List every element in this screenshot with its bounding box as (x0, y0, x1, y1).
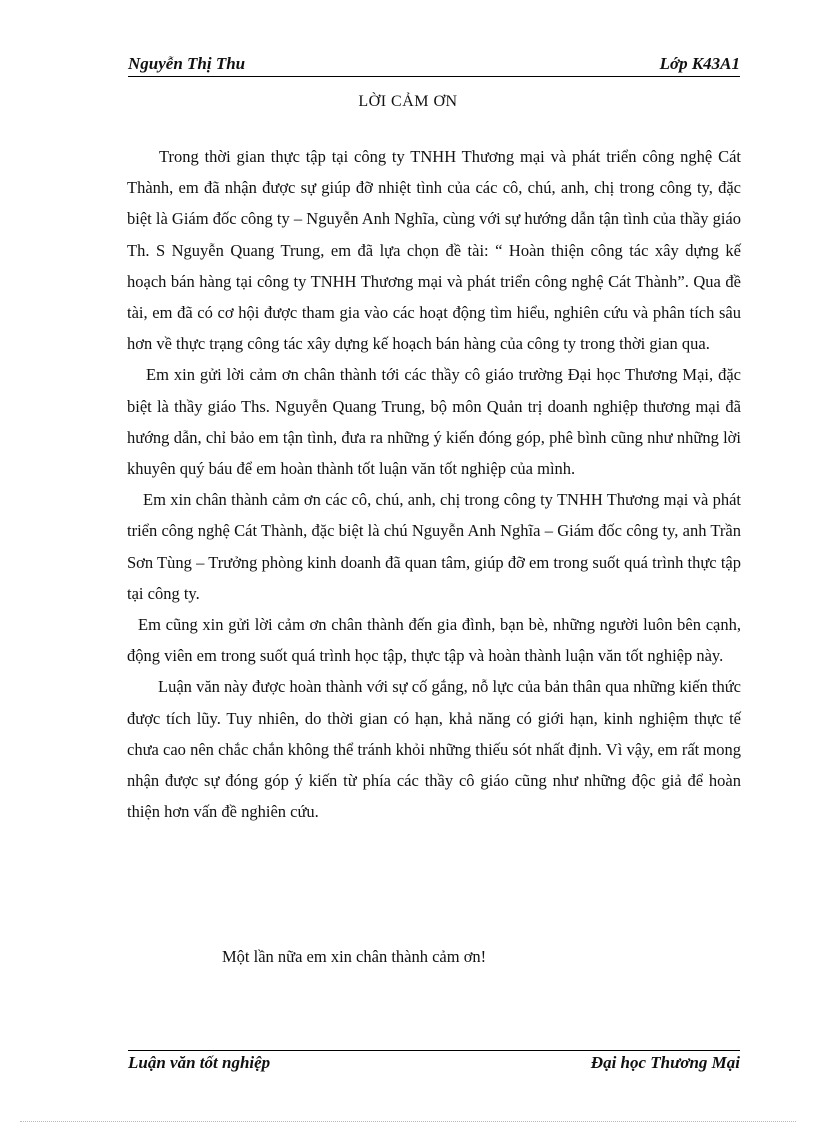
page-title: LỜI CẢM ƠN (358, 93, 458, 110)
footer-left: Luận văn tốt nghiệp (128, 1053, 271, 1072)
page-header (128, 50, 740, 77)
paragraph: Luận văn này được hoàn thành với sự cố gắng, nỗ lực của bản thân qua những kiến thức được tích lũy. Tuy nhiên, do thời gian có hạn, khả năng có giới hạn, kinh nghiệm thực tế chưa cao nên chắc chắn không thể tránh khỏi những thiếu sót nhất định. Vì vậy, em rất mong nhận được sự đóng góp ý kiến từ phía các thầy cô giáo cũng như những độc giả để hoàn thiện hơn vấn đề nghiên cứu. (127, 677, 741, 822)
header-class: Lớp K43A1 (659, 54, 740, 73)
closing-line: Một lần nữa em xin chân thành cảm ơn! (222, 947, 487, 966)
paragraph: Trong thời gian thực tập tại công ty TNHH Thương mại và phát triển công nghệ Cát Thành, em đã nhận được sự giúp đỡ nhiệt tình của các cô, chú, anh, chị trong công ty, đặc biệt là Giám đốc công ty – Nguyễn Anh Nghĩa, cùng với sự hướng dẫn tận tình của thầy giáo Th. S Nguyễn Quang Trung, em đã lựa chọn đề tài: “ Hoàn thiện công tác xây dựng kế hoạch bán hàng tại công ty TNHH Thương mại và phát triển công nghệ Cát Thành”. Qua đề tài, em đã có cơ hội được tham gia vào các hoạt động tìm hiểu, nghiên cứu và phân tích sâu hơn về thực trạng công tác xây dựng kế hoạch bán hàng của công ty trong thời gian qua. (127, 147, 741, 354)
footer-right: Đại học Thương Mại (590, 1053, 740, 1072)
page-footer (128, 1050, 740, 1077)
paragraph: Em cũng xin gửi lời cảm ơn chân thành đến gia đình, bạn bè, những người luôn bên cạnh, động viên em trong suốt quá trình học tập, thực tập và hoàn thành luận văn tốt nghiệp này. (127, 615, 741, 666)
paragraph: Em xin gửi lời cảm ơn chân thành tới các thầy cô giáo trường Đại học Thương Mại, đặc biệt là thầy giáo Ths. Nguyễn Quang Trung, bộ môn Quản trị doanh nghiệp thương mại đã hướng dẫn, chỉ bảo em tận tình, đưa ra những ý kiến đóng góp, phê bình cũng như những lời khuyên quý báu để em hoàn thành tốt luận văn tốt nghiệp của mình. (127, 365, 741, 479)
paragraph: Em xin chân thành cảm ơn các cô, chú, anh, chị trong công ty TNHH Thương mại và phát triển công nghệ Cát Thành, đặc biệt là chú Nguyễn Anh Nghĩa – Giám đốc công ty, anh Trần Sơn Tùng – Trưởng phòng kinh doanh đã quan tâm, giúp đỡ em trong suốt quá trình thực tập tại công ty. (127, 490, 741, 603)
header-author: Nguyễn Thị Thu (128, 54, 246, 73)
page-edge-divider (20, 1121, 796, 1122)
document-body (127, 141, 741, 827)
